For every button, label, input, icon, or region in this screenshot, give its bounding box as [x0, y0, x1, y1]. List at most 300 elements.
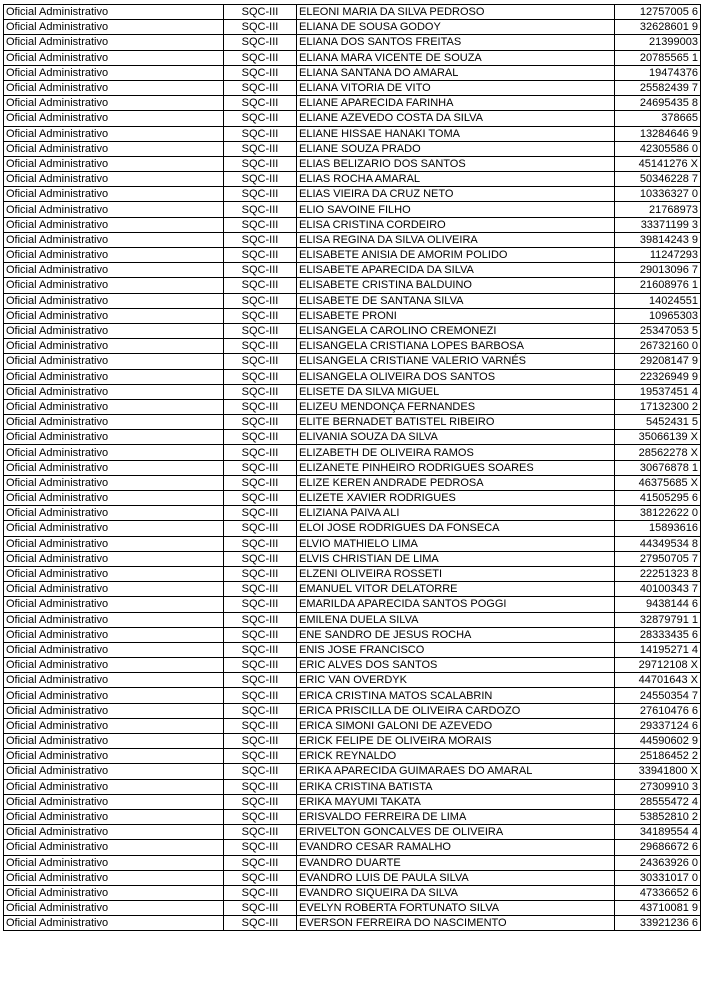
table-row: [4, 566, 701, 581]
id-number-cell: 11247293: [615, 248, 701, 263]
role-cell: Oficial Administrativo: [4, 172, 224, 187]
employee-name-cell: ELISETE DA SILVA MIGUEL: [297, 384, 615, 399]
role-cell: Oficial Administrativo: [4, 20, 224, 35]
employee-name-cell: ELIANE HISSAE HANAKI TOMA: [297, 126, 615, 141]
employee-name-cell: EMILENA DUELA SILVA: [297, 612, 615, 627]
table-row: [4, 187, 701, 202]
role-cell: Oficial Administrativo: [4, 734, 224, 749]
id-number-cell: 50346228 7: [615, 172, 701, 187]
id-number-cell: 26732160 0: [615, 339, 701, 354]
role-cell: Oficial Administrativo: [4, 551, 224, 566]
table-row: [4, 445, 701, 460]
grade-cell: SQC-III: [224, 597, 297, 612]
table-row: [4, 278, 701, 293]
role-cell: Oficial Administrativo: [4, 506, 224, 521]
role-cell: Oficial Administrativo: [4, 96, 224, 111]
employee-name-cell: ERISVALDO FERREIRA DE LIMA: [297, 809, 615, 824]
grade-cell: SQC-III: [224, 916, 297, 931]
employee-name-cell: EMARILDA APARECIDA SANTOS POGGI: [297, 597, 615, 612]
table-row: [4, 825, 701, 840]
role-cell: Oficial Administrativo: [4, 308, 224, 323]
role-cell: Oficial Administrativo: [4, 703, 224, 718]
role-cell: Oficial Administrativo: [4, 612, 224, 627]
table-row: [4, 308, 701, 323]
table-row: [4, 536, 701, 551]
role-cell: Oficial Administrativo: [4, 202, 224, 217]
grade-cell: SQC-III: [224, 248, 297, 263]
grade-cell: SQC-III: [224, 278, 297, 293]
grade-cell: SQC-III: [224, 80, 297, 95]
employee-name-cell: ERICK FELIPE DE OLIVEIRA MORAIS: [297, 734, 615, 749]
grade-cell: SQC-III: [224, 308, 297, 323]
role-cell: Oficial Administrativo: [4, 354, 224, 369]
table-row: [4, 65, 701, 80]
id-number-cell: 44701643 X: [615, 673, 701, 688]
grade-cell: SQC-III: [224, 111, 297, 126]
grade-cell: SQC-III: [224, 566, 297, 581]
employee-name-cell: ERIKA CRISTINA BATISTA: [297, 779, 615, 794]
role-cell: Oficial Administrativo: [4, 187, 224, 202]
id-number-cell: 41505295 6: [615, 491, 701, 506]
grade-cell: SQC-III: [224, 460, 297, 475]
table-row: [4, 779, 701, 794]
table-row: [4, 50, 701, 65]
id-number-cell: 47336652 6: [615, 885, 701, 900]
table-row: [4, 870, 701, 885]
employee-name-cell: EVELYN ROBERTA FORTUNATO SILVA: [297, 901, 615, 916]
id-number-cell: 12757005 6: [615, 5, 701, 20]
role-cell: Oficial Administrativo: [4, 35, 224, 50]
grade-cell: SQC-III: [224, 339, 297, 354]
employee-name-cell: ELZENI OLIVEIRA ROSSETI: [297, 566, 615, 581]
grade-cell: SQC-III: [224, 399, 297, 414]
table-row: [4, 20, 701, 35]
grade-cell: SQC-III: [224, 718, 297, 733]
grade-cell: SQC-III: [224, 855, 297, 870]
role-cell: Oficial Administrativo: [4, 323, 224, 338]
grade-cell: SQC-III: [224, 536, 297, 551]
id-number-cell: 43710081 9: [615, 901, 701, 916]
id-number-cell: 24550354 7: [615, 688, 701, 703]
employee-name-cell: ELISANGELA CRISTIANA LOPES BARBOSA: [297, 339, 615, 354]
table-row: [4, 809, 701, 824]
role-cell: Oficial Administrativo: [4, 460, 224, 475]
grade-cell: SQC-III: [224, 734, 297, 749]
employee-name-cell: ELIANE AZEVEDO COSTA DA SILVA: [297, 111, 615, 126]
role-cell: Oficial Administrativo: [4, 111, 224, 126]
employee-name-cell: EMANUEL VITOR DELATORRE: [297, 582, 615, 597]
id-number-cell: 29712108 X: [615, 658, 701, 673]
id-number-cell: 17132300 2: [615, 399, 701, 414]
table-row: [4, 627, 701, 642]
employee-name-cell: ERIC ALVES DOS SANTOS: [297, 658, 615, 673]
id-number-cell: 40100343 7: [615, 582, 701, 597]
id-number-cell: 25347053 5: [615, 323, 701, 338]
role-cell: Oficial Administrativo: [4, 779, 224, 794]
table-row: [4, 582, 701, 597]
employee-name-cell: EVANDRO DUARTE: [297, 855, 615, 870]
role-cell: Oficial Administrativo: [4, 794, 224, 809]
id-number-cell: 30331017 0: [615, 870, 701, 885]
role-cell: Oficial Administrativo: [4, 80, 224, 95]
table-row: [4, 794, 701, 809]
employee-name-cell: ELIZIANA PAIVA ALI: [297, 506, 615, 521]
role-cell: Oficial Administrativo: [4, 521, 224, 536]
id-number-cell: 20785565 1: [615, 50, 701, 65]
id-number-cell: 21768973: [615, 202, 701, 217]
role-cell: Oficial Administrativo: [4, 263, 224, 278]
table-row: [4, 749, 701, 764]
id-number-cell: 25186452 2: [615, 749, 701, 764]
table-row: [4, 673, 701, 688]
grade-cell: SQC-III: [224, 703, 297, 718]
id-number-cell: 33921236 6: [615, 916, 701, 931]
employee-name-cell: ELITE BERNADET BATISTEL RIBEIRO: [297, 415, 615, 430]
id-number-cell: 42305586 0: [615, 141, 701, 156]
employee-name-cell: ERIC VAN OVERDYK: [297, 673, 615, 688]
grade-cell: SQC-III: [224, 840, 297, 855]
grade-cell: SQC-III: [224, 521, 297, 536]
grade-cell: SQC-III: [224, 217, 297, 232]
table-row: [4, 202, 701, 217]
role-cell: Oficial Administrativo: [4, 445, 224, 460]
grade-cell: SQC-III: [224, 232, 297, 247]
role-cell: Oficial Administrativo: [4, 475, 224, 490]
employee-name-cell: ELIAS ROCHA AMARAL: [297, 172, 615, 187]
grade-cell: SQC-III: [224, 384, 297, 399]
id-number-cell: 34189554 4: [615, 825, 701, 840]
id-number-cell: 9438144 6: [615, 597, 701, 612]
role-cell: Oficial Administrativo: [4, 399, 224, 414]
id-number-cell: 32628601 9: [615, 20, 701, 35]
id-number-cell: 32879791 1: [615, 612, 701, 627]
grade-cell: SQC-III: [224, 749, 297, 764]
employee-name-cell: ENE SANDRO DE JESUS ROCHA: [297, 627, 615, 642]
table-row: [4, 369, 701, 384]
employee-name-cell: ELISANGELA OLIVEIRA DOS SANTOS: [297, 369, 615, 384]
employee-name-cell: ELISABETE DE SANTANA SILVA: [297, 293, 615, 308]
grade-cell: SQC-III: [224, 627, 297, 642]
employee-name-cell: ELISABETE PRONI: [297, 308, 615, 323]
table-row: [4, 293, 701, 308]
table-row: [4, 491, 701, 506]
employee-name-cell: EVANDRO SIQUEIRA DA SILVA: [297, 885, 615, 900]
id-number-cell: 29208147 9: [615, 354, 701, 369]
employee-name-cell: ELEONI MARIA DA SILVA PEDROSO: [297, 5, 615, 20]
grade-cell: SQC-III: [224, 323, 297, 338]
id-number-cell: 24695435 8: [615, 96, 701, 111]
role-cell: Oficial Administrativo: [4, 627, 224, 642]
employee-name-cell: EVANDRO LUIS DE PAULA SILVA: [297, 870, 615, 885]
grade-cell: SQC-III: [224, 779, 297, 794]
table-row: [4, 642, 701, 657]
employee-name-cell: ELIANA MARA VICENTE DE SOUZA: [297, 50, 615, 65]
id-number-cell: 21608976 1: [615, 278, 701, 293]
id-number-cell: 33941800 X: [615, 764, 701, 779]
table-row: [4, 35, 701, 50]
grade-cell: SQC-III: [224, 809, 297, 824]
id-number-cell: 30676878 1: [615, 460, 701, 475]
role-cell: Oficial Administrativo: [4, 809, 224, 824]
id-number-cell: 10965303: [615, 308, 701, 323]
role-cell: Oficial Administrativo: [4, 384, 224, 399]
employee-name-cell: ELIZETE XAVIER RODRIGUES: [297, 491, 615, 506]
table-row: [4, 521, 701, 536]
grade-cell: SQC-III: [224, 901, 297, 916]
id-number-cell: 29686672 6: [615, 840, 701, 855]
table-row: [4, 885, 701, 900]
table-row: [4, 156, 701, 171]
table-row: [4, 612, 701, 627]
id-number-cell: 29337124 6: [615, 718, 701, 733]
role-cell: Oficial Administrativo: [4, 339, 224, 354]
id-number-cell: 33371199 3: [615, 217, 701, 232]
employee-name-cell: EVANDRO CESAR RAMALHO: [297, 840, 615, 855]
id-number-cell: 15893616: [615, 521, 701, 536]
id-number-cell: 28555472 4: [615, 794, 701, 809]
role-cell: Oficial Administrativo: [4, 916, 224, 931]
role-cell: Oficial Administrativo: [4, 415, 224, 430]
id-number-cell: 53852810 2: [615, 809, 701, 824]
grade-cell: SQC-III: [224, 263, 297, 278]
table-row: [4, 217, 701, 232]
table-row: [4, 232, 701, 247]
grade-cell: SQC-III: [224, 96, 297, 111]
id-number-cell: 44590602 9: [615, 734, 701, 749]
id-number-cell: 5452431 5: [615, 415, 701, 430]
grade-cell: SQC-III: [224, 65, 297, 80]
table-row: [4, 141, 701, 156]
employee-name-cell: ELIZANETE PINHEIRO RODRIGUES SOARES: [297, 460, 615, 475]
table-row: [4, 323, 701, 338]
table-row: [4, 718, 701, 733]
role-cell: Oficial Administrativo: [4, 65, 224, 80]
table-row: [4, 415, 701, 430]
employee-name-cell: ELIANA DOS SANTOS FREITAS: [297, 35, 615, 50]
table-row: [4, 855, 701, 870]
role-cell: Oficial Administrativo: [4, 673, 224, 688]
employee-name-cell: ELISABETE APARECIDA DA SILVA: [297, 263, 615, 278]
role-cell: Oficial Administrativo: [4, 582, 224, 597]
roster-body: [4, 5, 701, 931]
grade-cell: SQC-III: [224, 870, 297, 885]
role-cell: Oficial Administrativo: [4, 248, 224, 263]
grade-cell: SQC-III: [224, 35, 297, 50]
table-row: [4, 840, 701, 855]
id-number-cell: 27309910 3: [615, 779, 701, 794]
grade-cell: SQC-III: [224, 445, 297, 460]
grade-cell: SQC-III: [224, 50, 297, 65]
grade-cell: SQC-III: [224, 885, 297, 900]
table-row: [4, 475, 701, 490]
employee-name-cell: ELIZABETH DE OLIVEIRA RAMOS: [297, 445, 615, 460]
grade-cell: SQC-III: [224, 642, 297, 657]
id-number-cell: 27610476 6: [615, 703, 701, 718]
table-row: [4, 248, 701, 263]
role-cell: Oficial Administrativo: [4, 430, 224, 445]
role-cell: Oficial Administrativo: [4, 749, 224, 764]
table-row: [4, 506, 701, 521]
employee-name-cell: ERIKA MAYUMI TAKATA: [297, 794, 615, 809]
employee-name-cell: ELIANE APARECIDA FARINHA: [297, 96, 615, 111]
employee-name-cell: ELIO SAVOINE FILHO: [297, 202, 615, 217]
grade-cell: SQC-III: [224, 491, 297, 506]
employee-name-cell: ELIAS BELIZARIO DOS SANTOS: [297, 156, 615, 171]
role-cell: Oficial Administrativo: [4, 141, 224, 156]
employee-name-cell: ERICA PRISCILLA DE OLIVEIRA CARDOZO: [297, 703, 615, 718]
id-number-cell: 45141276 X: [615, 156, 701, 171]
employee-name-cell: ELIANA VITORIA DE VITO: [297, 80, 615, 95]
employee-name-cell: ERICA CRISTINA MATOS SCALABRIN: [297, 688, 615, 703]
grade-cell: SQC-III: [224, 293, 297, 308]
grade-cell: SQC-III: [224, 551, 297, 566]
id-number-cell: 28562278 X: [615, 445, 701, 460]
table-row: [4, 111, 701, 126]
table-row: [4, 5, 701, 20]
id-number-cell: 19474376: [615, 65, 701, 80]
role-cell: Oficial Administrativo: [4, 50, 224, 65]
employee-name-cell: ELVIS CHRISTIAN DE LIMA: [297, 551, 615, 566]
table-row: [4, 460, 701, 475]
role-cell: Oficial Administrativo: [4, 536, 224, 551]
grade-cell: SQC-III: [224, 825, 297, 840]
employee-name-cell: ELISABETE CRISTINA BALDUINO: [297, 278, 615, 293]
role-cell: Oficial Administrativo: [4, 217, 224, 232]
grade-cell: SQC-III: [224, 369, 297, 384]
table-row: [4, 658, 701, 673]
id-number-cell: 27950705 7: [615, 551, 701, 566]
grade-cell: SQC-III: [224, 156, 297, 171]
grade-cell: SQC-III: [224, 475, 297, 490]
role-cell: Oficial Administrativo: [4, 278, 224, 293]
grade-cell: SQC-III: [224, 658, 297, 673]
role-cell: Oficial Administrativo: [4, 597, 224, 612]
employee-name-cell: ELISA REGINA DA SILVA OLIVEIRA: [297, 232, 615, 247]
employee-name-cell: ELISANGELA CAROLINO CREMONEZI: [297, 323, 615, 338]
employee-name-cell: ERICK REYNALDO: [297, 749, 615, 764]
role-cell: Oficial Administrativo: [4, 156, 224, 171]
employee-name-cell: ERIKA APARECIDA GUIMARAES DO AMARAL: [297, 764, 615, 779]
role-cell: Oficial Administrativo: [4, 5, 224, 20]
table-row: [4, 354, 701, 369]
grade-cell: SQC-III: [224, 5, 297, 20]
grade-cell: SQC-III: [224, 415, 297, 430]
role-cell: Oficial Administrativo: [4, 369, 224, 384]
id-number-cell: 25582439 7: [615, 80, 701, 95]
table-row: [4, 430, 701, 445]
role-cell: Oficial Administrativo: [4, 885, 224, 900]
id-number-cell: 46375685 X: [615, 475, 701, 490]
staff-roster-table: [3, 4, 701, 931]
id-number-cell: 21399003: [615, 35, 701, 50]
grade-cell: SQC-III: [224, 612, 297, 627]
employee-name-cell: ELISA CRISTINA CORDEIRO: [297, 217, 615, 232]
role-cell: Oficial Administrativo: [4, 642, 224, 657]
grade-cell: SQC-III: [224, 582, 297, 597]
table-row: [4, 399, 701, 414]
role-cell: Oficial Administrativo: [4, 688, 224, 703]
employee-name-cell: ELVIO MATHIELO LIMA: [297, 536, 615, 551]
id-number-cell: 29013096 7: [615, 263, 701, 278]
id-number-cell: 38122622 0: [615, 506, 701, 521]
id-number-cell: 378665: [615, 111, 701, 126]
table-row: [4, 384, 701, 399]
table-row: [4, 339, 701, 354]
table-row: [4, 96, 701, 111]
employee-name-cell: ERICA SIMONI GALONI DE AZEVEDO: [297, 718, 615, 733]
grade-cell: SQC-III: [224, 141, 297, 156]
grade-cell: SQC-III: [224, 354, 297, 369]
table-row: [4, 901, 701, 916]
grade-cell: SQC-III: [224, 20, 297, 35]
employee-name-cell: ERIVELTON GONCALVES DE OLIVEIRA: [297, 825, 615, 840]
id-number-cell: 24363926 0: [615, 855, 701, 870]
id-number-cell: 28333435 6: [615, 627, 701, 642]
grade-cell: SQC-III: [224, 764, 297, 779]
role-cell: Oficial Administrativo: [4, 901, 224, 916]
id-number-cell: 35066139 X: [615, 430, 701, 445]
grade-cell: SQC-III: [224, 172, 297, 187]
role-cell: Oficial Administrativo: [4, 870, 224, 885]
employee-name-cell: ELISANGELA CRISTIANE VALERIO VARNÉS: [297, 354, 615, 369]
table-row: [4, 703, 701, 718]
role-cell: Oficial Administrativo: [4, 764, 224, 779]
employee-name-cell: ELIANE SOUZA PRADO: [297, 141, 615, 156]
table-row: [4, 263, 701, 278]
role-cell: Oficial Administrativo: [4, 232, 224, 247]
role-cell: Oficial Administrativo: [4, 491, 224, 506]
grade-cell: SQC-III: [224, 430, 297, 445]
table-row: [4, 734, 701, 749]
table-row: [4, 126, 701, 141]
role-cell: Oficial Administrativo: [4, 718, 224, 733]
role-cell: Oficial Administrativo: [4, 293, 224, 308]
role-cell: Oficial Administrativo: [4, 566, 224, 581]
employee-name-cell: ELIZE KEREN ANDRADE PEDROSA: [297, 475, 615, 490]
table-row: [4, 916, 701, 931]
employee-name-cell: ELIVANIA SOUZA DA SILVA: [297, 430, 615, 445]
table-row: [4, 80, 701, 95]
role-cell: Oficial Administrativo: [4, 825, 224, 840]
grade-cell: SQC-III: [224, 187, 297, 202]
employee-name-cell: ELISABETE ANISIA DE AMORIM POLIDO: [297, 248, 615, 263]
grade-cell: SQC-III: [224, 506, 297, 521]
grade-cell: SQC-III: [224, 673, 297, 688]
table-row: [4, 551, 701, 566]
employee-name-cell: ELOI JOSE RODRIGUES DA FONSECA: [297, 521, 615, 536]
id-number-cell: 39814243 9: [615, 232, 701, 247]
id-number-cell: 13284646 9: [615, 126, 701, 141]
employee-name-cell: ELIANA DE SOUSA GODOY: [297, 20, 615, 35]
role-cell: Oficial Administrativo: [4, 840, 224, 855]
id-number-cell: 14195271 4: [615, 642, 701, 657]
grade-cell: SQC-III: [224, 126, 297, 141]
table-row: [4, 688, 701, 703]
table-row: [4, 764, 701, 779]
employee-name-cell: ELIZEU MENDONÇA FERNANDES: [297, 399, 615, 414]
table-row: [4, 597, 701, 612]
employee-name-cell: ENIS JOSE FRANCISCO: [297, 642, 615, 657]
id-number-cell: 22326949 9: [615, 369, 701, 384]
employee-name-cell: ELIANA SANTANA DO AMARAL: [297, 65, 615, 80]
role-cell: Oficial Administrativo: [4, 126, 224, 141]
id-number-cell: 19537451 4: [615, 384, 701, 399]
id-number-cell: 44349534 8: [615, 536, 701, 551]
grade-cell: SQC-III: [224, 688, 297, 703]
employee-name-cell: EVERSON FERREIRA DO NASCIMENTO: [297, 916, 615, 931]
role-cell: Oficial Administrativo: [4, 658, 224, 673]
id-number-cell: 14024551: [615, 293, 701, 308]
